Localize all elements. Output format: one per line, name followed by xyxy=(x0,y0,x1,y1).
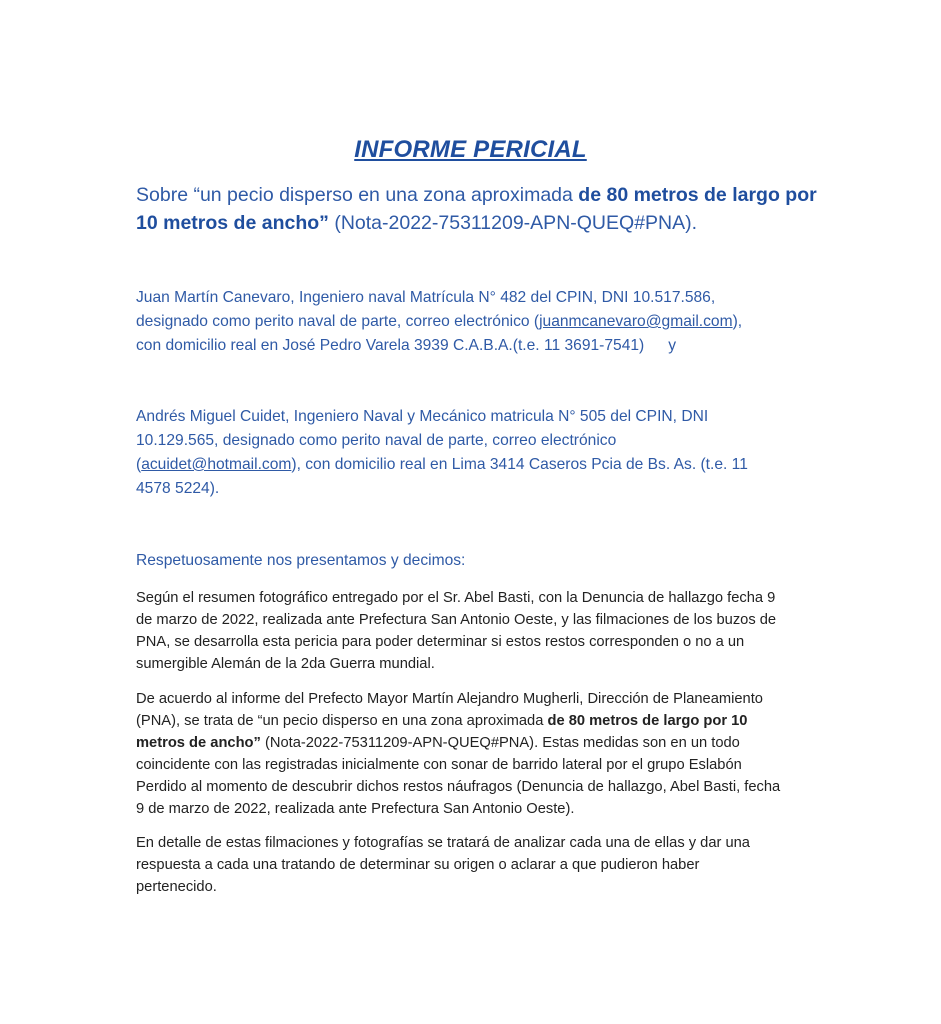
expert1-line3-text: con domicilio real en José Pedro Varela 3939 C.A.B.A.(t.e. 11 3691-7541) xyxy=(136,337,645,354)
paragraph2-line2-bold: de 80 metros de largo por 10 xyxy=(547,713,748,729)
expert1-line2 xyxy=(136,310,826,334)
expert2-email-link[interactable]: acuidet@hotmail.com xyxy=(141,456,292,473)
expert2-line1: Andrés Miguel Cuidet, Ingeniero Naval y Mecánico matricula N° 505 del CPIN, DNI xyxy=(136,408,709,425)
expert2-line2: 10.129.565, designado como perito naval de parte, correo electrónico xyxy=(136,432,617,449)
paragraph2-line6: 9 de marzo de 2022, realizada ante Prefectura San Antonio Oeste). xyxy=(136,801,575,817)
paragraph2-line2-pre: (PNA), se trata de “un pecio disperso en una zona aproximada xyxy=(136,713,548,729)
paragraph2-line3 xyxy=(136,732,826,754)
document-title: INFORME PERICIAL xyxy=(354,136,587,163)
document-subtitle xyxy=(136,181,826,237)
expert2-line3 xyxy=(136,453,826,477)
subtitle-text-bold: de 80 metros de largo por 10 metros de ancho” xyxy=(136,184,817,234)
subtitle-text-pre: Sobre “un pecio disperso en una zona aproximada xyxy=(136,184,579,206)
expert1-line3 xyxy=(136,334,826,358)
expert2-line3-pre: ( xyxy=(136,456,142,473)
expert2-line4: 4578 5224). xyxy=(136,480,220,497)
paragraph1-line3: PNA, se desarrolla esta pericia para poder determinar si estos restos corresponden o no a un xyxy=(136,634,745,650)
expert1-line1: Juan Martín Canevaro, Ingeniero naval Matrícula N° 482 del CPIN, DNI 10.517.586, xyxy=(136,289,716,306)
expert1-line2-pre: designado como perito naval de parte, correo electrónico ( xyxy=(136,313,540,330)
paragraph-3 xyxy=(136,832,826,898)
paragraph1-line2: de marzo de 2022, realizada ante Prefectura San Antonio Oeste, y las filmaciones de los buzos de xyxy=(136,612,777,628)
paragraph2-line3-post: (Nota-2022-75311209-APN-QUEQ#PNA). Estas medidas son en un todo xyxy=(260,735,740,751)
paragraph3-line3: pertenecido. xyxy=(136,879,217,895)
paragraph1-line4: sumergible Alemán de la 2da Guerra mundial. xyxy=(136,656,435,672)
paragraph2-line1: De acuerdo al informe del Prefecto Mayor Martín Alejandro Mugherli, Dirección de Planeamiento xyxy=(136,691,763,707)
paragraph2-line3-bold: metros de ancho” xyxy=(136,735,261,751)
expert1-paragraph xyxy=(136,286,826,358)
paragraph-1 xyxy=(136,587,826,675)
expert1-connector: y xyxy=(668,337,677,354)
paragraph2-line2 xyxy=(136,710,826,732)
paragraph2-line5: Perdido al momento de descubrir dichos restos náufragos (Denuncia de hallazgo, Abel Basti, fecha xyxy=(136,779,781,795)
expert2-line3-post: ), con domicilio real en Lima 3414 Caseros Pcia de Bs. As. (t.e. 11 xyxy=(291,456,748,473)
greeting: Respetuosamente nos presentamos y decimos: xyxy=(136,552,466,569)
paragraph3-line2: respuesta a cada una tratando de determinar su origen o aclarar a que pudieron haber xyxy=(136,857,700,873)
paragraph-2 xyxy=(136,688,826,820)
paragraph1-line1: Según el resumen fotográfico entregado por el Sr. Abel Basti, con la Denuncia de hallazgo fecha 9 xyxy=(136,590,776,606)
paragraph3-line1: En detalle de estas filmaciones y fotografías se tratará de analizar cada una de ellas y dar una xyxy=(136,835,750,851)
paragraph2-line4: coincidente con las registradas inicialmente con sonar de barrido lateral por el grupo Eslabón xyxy=(136,757,742,773)
expert1-line2-post: ), xyxy=(732,313,743,330)
expert2-paragraph xyxy=(136,405,826,501)
subtitle-text-post: (Nota-2022-75311209-APN-QUEQ#PNA). xyxy=(328,212,698,234)
expert1-email-link[interactable]: juanmcanevaro@gmail.com xyxy=(539,313,733,330)
